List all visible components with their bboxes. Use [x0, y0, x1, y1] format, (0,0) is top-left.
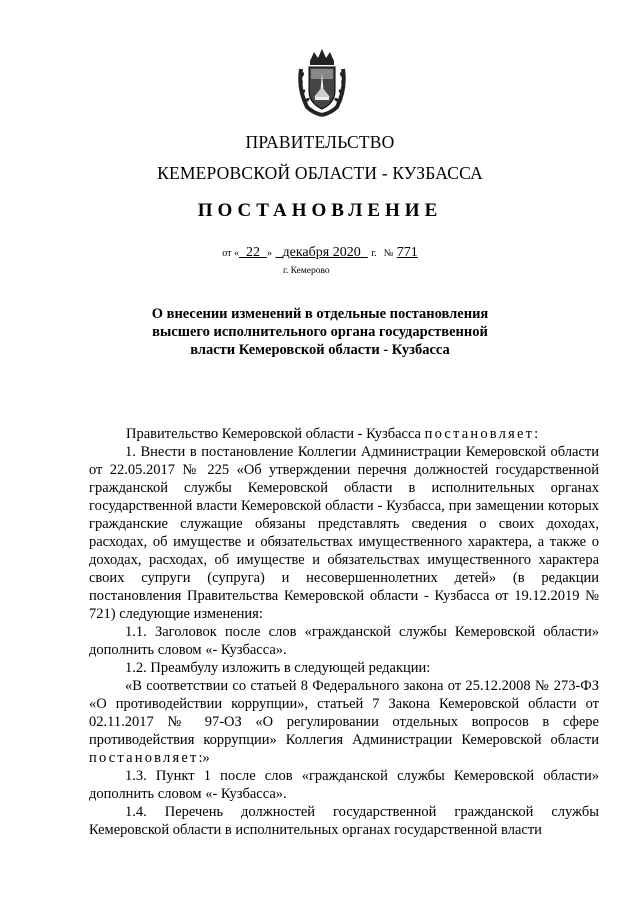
- date-year-suffix: г.: [371, 248, 377, 259]
- document-type-heading: ПОСТАНОВЛЕНИЕ: [197, 200, 443, 221]
- body-paragraph-1: 1. Внести в постановление Коллегии Администрации Кемеровской области от 22.05.2017 № 225 «Об утверждении перечня должностей государственной гражданской службы Кемеровской области в исполнительных органах государственной власти Кемеровской области - Кузбасса, при замещении которых гражданские служащие обязаны представлять сведения о своих доходах, расходах, об имуществе и обязательствах имущественного характера, а также о доходах, расходах, об имуществе и обязательствах имущественного характера своих супруги (супруга) и несовершеннолетних детей» (в редакции постановления Правительства Кемеровской области - Кузбасса от 19.12.2019 № 721) следующие изменения:: [89, 444, 599, 622]
- organization-name-line1: ПРАВИТЕЛЬСТВО: [245, 132, 395, 152]
- date-mid: »: [267, 248, 272, 259]
- organization-name-line2: КЕМЕРОВСКОЙ ОБЛАСТИ - КУЗБАССА: [157, 163, 483, 183]
- body-paragraph-1-1: 1.1. Заголовок после слов «гражданской службы Кемеровской области» дополнить словом «- Кузбасса».: [89, 624, 599, 658]
- date-day: 22: [246, 245, 260, 260]
- document-date-number-line: [0, 245, 640, 261]
- date-prefix: от «: [222, 248, 239, 259]
- body-paragraph-1-2-quote: «В соответствии со статьей 8 Федерального закона от 25.12.2008 № 273-ФЗ «О противодействии коррупции», статьей 7 Закона Кемеровской области от 02.11.2017 № 97-ОЗ «О регулировании отдельных вопросов в сфере противодействия коррупции» Коллегия Администрации Кемеровской области постановляет:»: [89, 678, 599, 766]
- date-month-year: декабря 2020: [282, 245, 361, 260]
- number-prefix: №: [383, 248, 394, 259]
- body-paragraph-1-2: 1.2. Преамбулу изложить в следующей редакции:: [125, 660, 431, 676]
- body-paragraph-1-3: 1.3. Пункт 1 после слов «гражданской службы Кемеровской области» дополнить словом «- Кузбасса».: [89, 768, 599, 802]
- document-number: 771: [396, 245, 418, 260]
- body-paragraph-1-4: 1.4. Перечень должностей государственной гражданской службы Кемеровской области в исполнительных органах государственной власти: [89, 804, 599, 838]
- body-intro-paragraph: Правительство Кемеровской области - Кузбасса постановляет:: [126, 426, 539, 442]
- document-body: [89, 425, 599, 839]
- coat-of-arms-emblem: [297, 47, 347, 117]
- city-label: г. Кемерово: [283, 266, 330, 276]
- document-title: О внесении изменений в отдельные постановления высшего исполнительного органа государственной власти Кемеровской области - Кузбасса: [151, 306, 489, 358]
